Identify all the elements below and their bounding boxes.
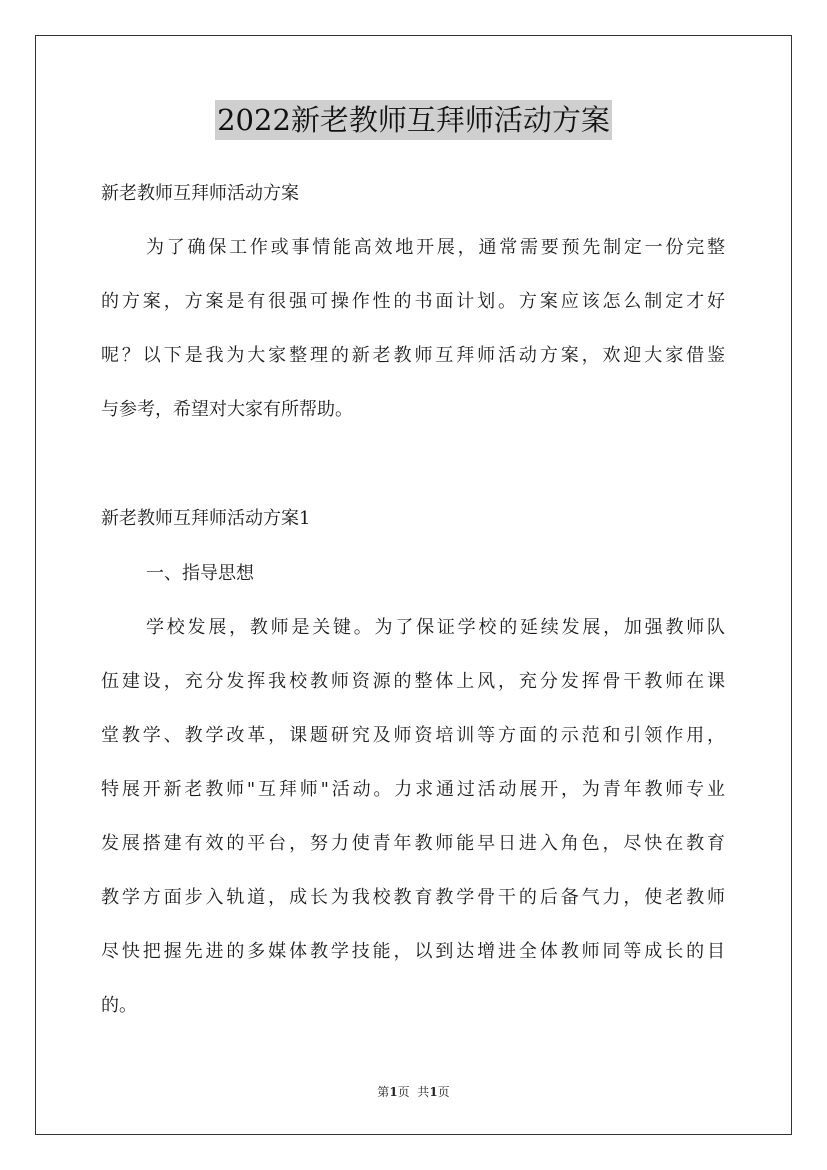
title-container: [0, 100, 827, 140]
section-title: 新老教师互拜师活动方案1: [101, 508, 311, 529]
body-line-6: 教学方面步入轨道，成长为我校教育教学骨干的后备气力，使老教师: [101, 887, 725, 908]
footer-current-page: 1: [389, 1085, 398, 1099]
body-line-2: 伍建设，充分发挥我校教师资源的整体上风，充分发挥骨干教师在课: [101, 671, 725, 692]
footer-suffix: 页: [437, 1085, 450, 1099]
footer-mid: 页 共: [397, 1085, 430, 1099]
document-subtitle: 新老教师互拜师活动方案: [101, 183, 299, 204]
body-line-1: 学校发展，教师是关键。为了保证学校的延续发展，加强教师队: [146, 617, 725, 638]
intro-line-2: 的方案，方案是有很强可操作性的书面计划。方案应该怎么制定才好: [101, 291, 725, 312]
intro-line-4: 与参考，希望对大家有所帮助。: [101, 399, 353, 420]
heading-guiding-ideology: 一、指导思想: [146, 563, 254, 584]
body-line-8: 的。: [101, 995, 137, 1016]
footer-total-pages: 1: [429, 1085, 438, 1099]
body-line-5: 发展搭建有效的平台，努力使青年教师能早日进入角色，尽快在教育: [101, 833, 725, 854]
document-title: 2022新老教师互拜师活动方案: [215, 100, 612, 140]
intro-line-3: 呢？以下是我为大家整理的新老教师互拜师活动方案，欢迎大家借鉴: [101, 345, 725, 366]
intro-line-1: 为了确保工作或事情能高效地开展，通常需要预先制定一份完整: [146, 237, 725, 258]
body-line-7: 尽快把握先进的多媒体教学技能，以到达增进全体教师同等成长的目: [101, 941, 725, 962]
body-line-3: 堂教学、教学改革，课题研究及师资培训等方面的示范和引领作用，: [101, 725, 725, 746]
page-footer: [0, 1084, 827, 1100]
footer-prefix: 第: [377, 1085, 390, 1099]
body-line-4: 特展开新老教师"互拜师"活动。力求通过活动展开，为青年教师专业: [101, 779, 725, 800]
